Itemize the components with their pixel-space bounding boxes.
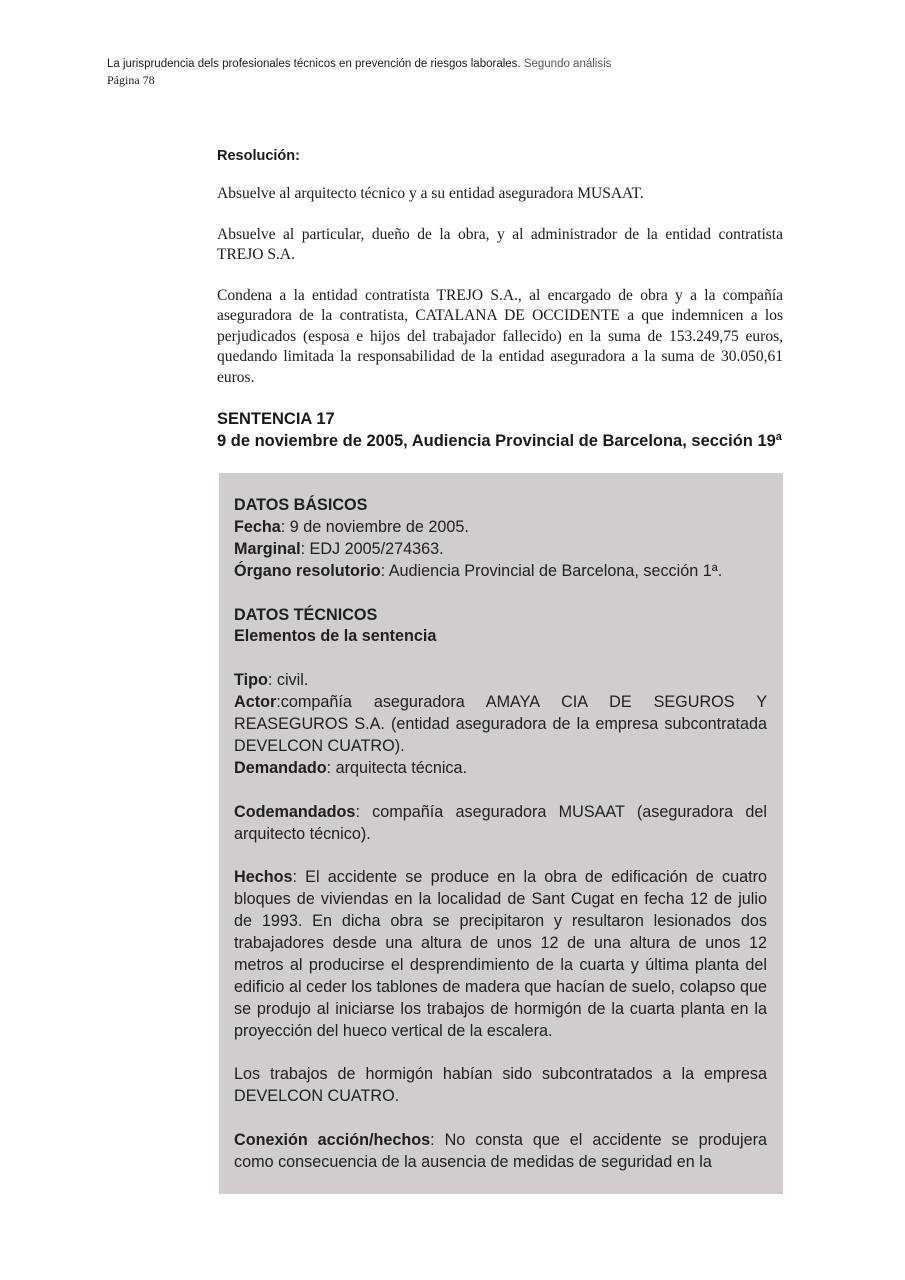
elements-heading: Elementos de la sentencia <box>234 627 437 646</box>
marginal-value: : EDJ 2005/274363. <box>300 539 444 558</box>
organo-value: : Audiencia Provincial de Barcelona, sección 1ª. <box>380 561 723 580</box>
resolution-paragraph: Absuelve al particular, dueño de la obra, y al administrador de la entidad contratista TREJO S.A. <box>217 225 783 263</box>
resolution-heading: Resolución: <box>217 148 300 164</box>
actor-label: Actor <box>234 693 277 712</box>
actor-value: :compañía aseguradora AMAYA CIA DE SEGUROS Y REASEGUROS S.A. (entidad aseguradora de la empresa subcontratada DEVELCON CUATRO). <box>234 693 767 755</box>
sentencia-subtitle: 9 de noviembre de 2005, Audiencia Provincial de Barcelona, sección 19ª <box>217 432 782 450</box>
resolution-paragraph: Absuelve al arquitecto técnico y a su entidad aseguradora MUSAAT. <box>217 185 644 202</box>
conexion-label: Conexión acción/hechos <box>234 1131 431 1150</box>
fecha-value: : 9 de noviembre de 2005. <box>280 517 469 536</box>
spacer <box>234 583 767 605</box>
actor-row <box>234 692 767 758</box>
spacer <box>234 1043 767 1065</box>
hechos-label: Hechos <box>234 868 293 887</box>
running-header <box>107 56 807 88</box>
fecha-label: Fecha <box>234 517 281 536</box>
marginal-row <box>234 539 767 561</box>
demandado-row <box>234 758 767 780</box>
codemandados-row <box>234 802 767 846</box>
demandado-value: : arquitecta técnica. <box>326 758 468 777</box>
hechos-value: : El accidente se produce en la obra de edificación de cuatro bloques de viviendas en la localidad de Sant Cugat en fecha 12 de julio de 1993. En dicha obra se precipitaron y resultaron lesionados dos trabajadores desde una altura de unos 12 de una altura de unos 12 metros al producirse el desprendimiento de la cuarta y última planta del edificio al ceder los tablones de madera que hacían de suelo, colapso que se produjo al iniciarse los trabajos de hormigón de la cuarta planta en la proyección del hueco vertical de la escalera. <box>234 868 767 1040</box>
conexion-value: : No consta que el accidente se produjera como consecuencia de la ausencia de medidas de seguridad en la <box>234 1131 767 1172</box>
publication-subtitle: Segundo análisis <box>523 58 612 70</box>
tipo-label: Tipo <box>234 671 268 690</box>
case-summary-box <box>219 473 783 1194</box>
main-content <box>217 146 783 452</box>
hechos-row <box>234 867 767 1042</box>
fecha-row <box>234 517 767 539</box>
codemandados-value: : compañía aseguradora MUSAAT (aseguradora del arquitecto técnico). <box>234 802 767 843</box>
technical-data-heading: DATOS TÉCNICOS <box>234 605 378 624</box>
organo-row <box>234 561 767 583</box>
hechos-extra: Los trabajos de hormigón habían sido subcontratados a la empresa DEVELCON CUATRO. <box>234 1065 767 1106</box>
tipo-row <box>234 670 767 692</box>
tipo-value: : civil. <box>267 671 309 690</box>
publication-title: La jurisprudencia dels profesionales técnicos en prevención de riesgos laborales. <box>107 58 521 70</box>
conexion-row <box>234 1130 767 1174</box>
marginal-label: Marginal <box>234 539 301 558</box>
organo-label: Órgano resolutorio <box>234 561 381 580</box>
publication-line <box>107 56 807 72</box>
spacer <box>234 648 767 670</box>
page-number: Página 78 <box>107 73 155 87</box>
sentencia-title: SENTENCIA 17 <box>217 410 335 428</box>
codemandados-label: Codemandados <box>234 802 356 821</box>
spacer <box>234 780 767 802</box>
spacer <box>234 1108 767 1130</box>
basic-data-heading: DATOS BÁSICOS <box>234 496 368 514</box>
resolution-paragraph: Condena a la entidad contratista TREJO S.A., al encargado de obra y a la compañía aseguradora de la contratista, CATALANA DE OCCIDENTE a que indemnicen a los perjudicados (esposa e hijos del trabajador fallecido) en la suma de 153.249,75 euros, quedando limitada la responsabilidad de la entidad aseguradora a la suma de 30.050,61 euros. <box>217 286 783 386</box>
demandado-label: Demandado <box>234 758 327 777</box>
spacer <box>234 845 767 867</box>
